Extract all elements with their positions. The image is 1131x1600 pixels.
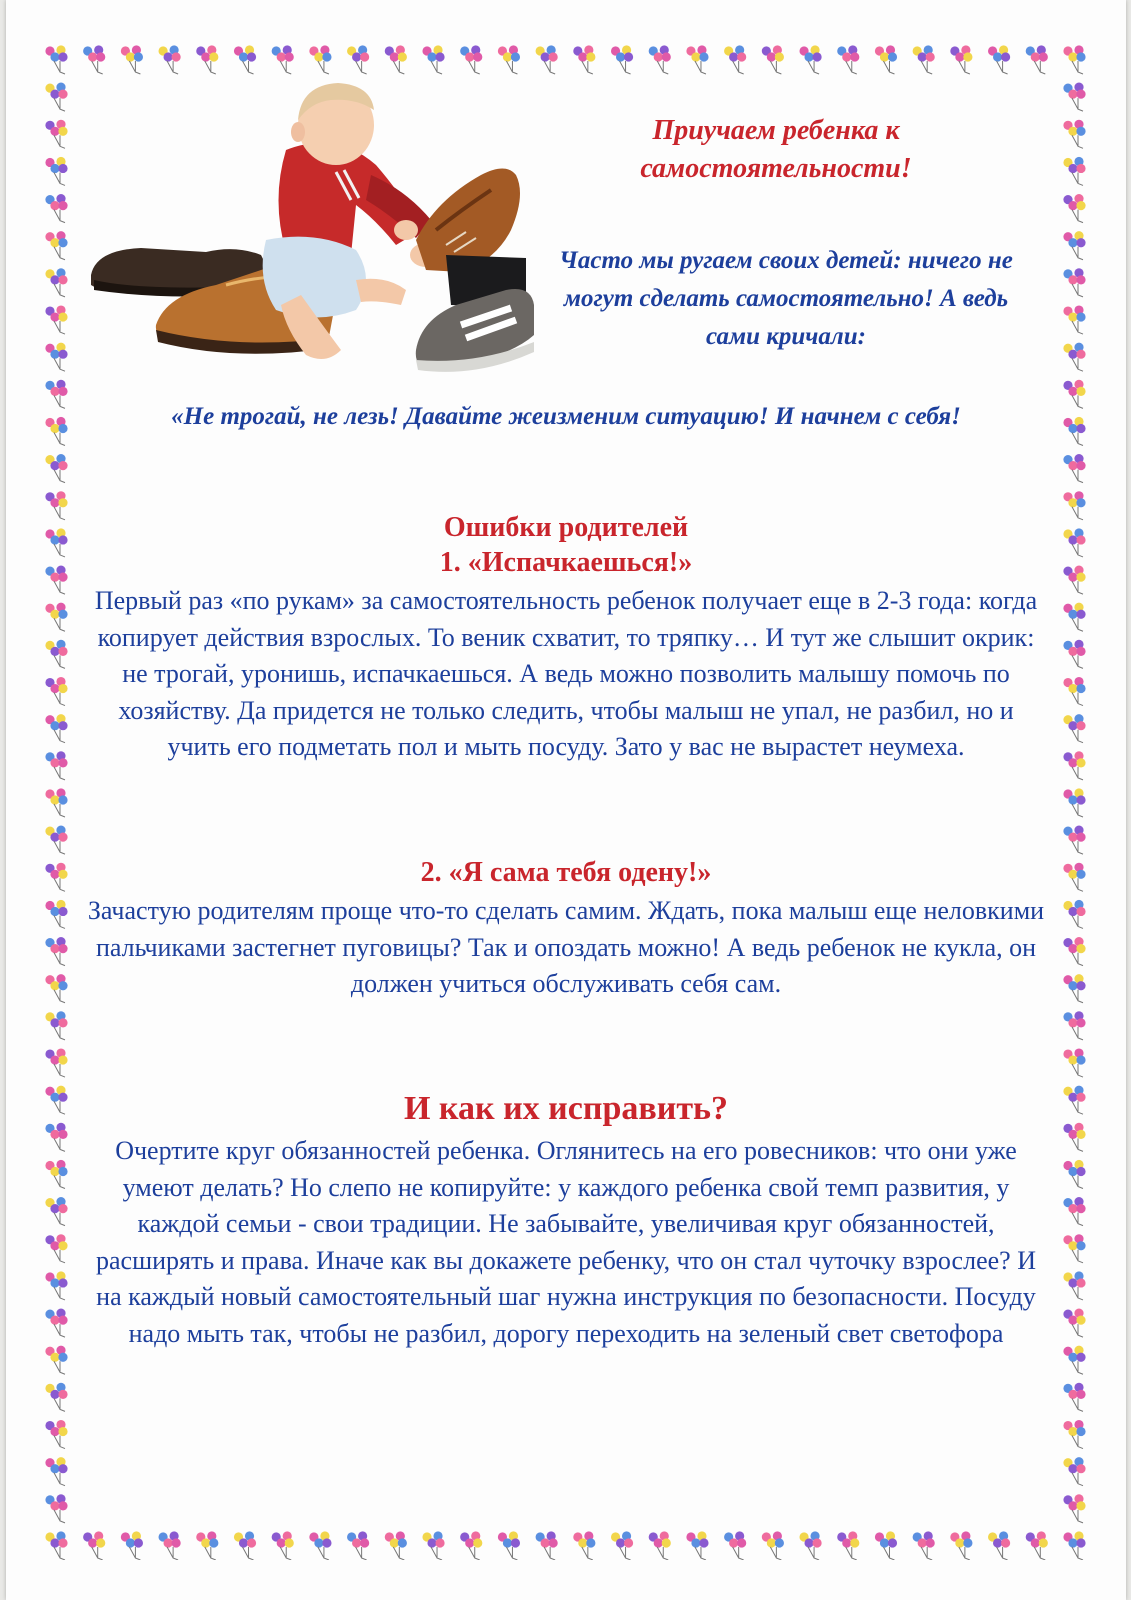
balloon-bunch-icon (159, 45, 181, 74)
balloon-bunch-icon (799, 1531, 821, 1560)
balloon-bunch-icon (1063, 45, 1085, 74)
balloon-bunch-icon (988, 45, 1010, 74)
balloon-bunch-icon (875, 1531, 897, 1560)
balloon-bunch-icon (1063, 677, 1085, 706)
balloon-bunch-icon (1063, 974, 1085, 1003)
balloon-bunch-icon (45, 1011, 67, 1040)
balloon-bunch-icon (1063, 1457, 1085, 1486)
intro-text: Часто мы ругаем своих детей: ничего не могут сделать самостоятельно! А ведь сами кричали: (559, 247, 1013, 350)
balloon-bunch-icon (45, 1086, 67, 1115)
balloon-bunch-icon (45, 343, 67, 372)
balloon-bunch-icon (45, 1271, 67, 1300)
balloon-bunch-icon (347, 45, 369, 74)
balloon-bunch-icon (45, 974, 67, 1003)
balloon-bunch-icon (762, 45, 784, 74)
balloon-bunch-icon (498, 45, 520, 74)
balloon-bunch-icon (498, 1531, 520, 1560)
balloon-bunch-icon (45, 788, 67, 817)
balloon-bunch-icon (1063, 603, 1085, 632)
balloon-bunch-icon (1063, 380, 1085, 409)
balloon-bunch-icon (1063, 528, 1085, 557)
balloon-bunch-icon (1063, 194, 1085, 223)
balloon-bunch-icon (45, 1383, 67, 1412)
balloon-bunch-icon (762, 1531, 784, 1560)
balloon-bunch-icon (536, 1531, 558, 1560)
balloon-bunch-icon (45, 603, 67, 632)
balloon-bunch-icon (573, 1531, 595, 1560)
balloon-bunch-icon (1063, 1011, 1085, 1040)
balloon-bunch-icon (385, 1531, 407, 1560)
balloon-bunch-icon (45, 566, 67, 595)
balloon-bunch-icon (45, 1494, 67, 1523)
balloon-bunch-icon (385, 45, 407, 74)
mistake-2-text: Зачастую родителям проще что-то сделать самим. Ждать, пока малыш еще неловкими пальчиками застегнет пуговицы? Так и опоздать можно! А ведь ребенок не кукла, он должен учиться обслуживать себя сам. (87, 896, 1045, 998)
balloon-bunch-icon (686, 45, 708, 74)
balloon-bunch-icon (45, 417, 67, 446)
balloon-bunch-icon (837, 45, 859, 74)
balloon-bunch-icon (45, 640, 67, 669)
balloon-bunch-icon (309, 45, 331, 74)
balloon-bunch-icon (1063, 1160, 1085, 1189)
balloon-bunch-icon (1063, 1048, 1085, 1077)
balloon-bunch-icon (45, 1531, 67, 1560)
balloon-bunch-icon (121, 1531, 143, 1560)
balloon-bunch-icon (1063, 937, 1085, 966)
balloon-bunch-icon (1026, 45, 1048, 74)
poster-page (6, 0, 1126, 1600)
balloon-bunch-icon (45, 1457, 67, 1486)
balloon-bunch-icon (649, 1531, 671, 1560)
balloon-bunch-icon (45, 231, 67, 260)
balloon-bunch-icon (45, 1123, 67, 1152)
balloon-bunch-icon (45, 751, 67, 780)
balloon-bunch-icon (1063, 1271, 1085, 1300)
balloon-bunch-icon (45, 1309, 67, 1338)
balloon-bunch-icon (347, 1531, 369, 1560)
mistake-1-text: Первый раз «по рукам» за самостоятельность ребенок получает еще в 2-3 года: когда копирует действия взрослых. То веник схватит, то тряпку… И тут же слышит окрик: не трогай, уронишь, испачкаешься. А ведь можно позволить малышу помочь по хозяйству. Да придется не только следить, чтобы малыш не упал, не разбил, но и учить его подметать пол и мыть посуду. Зато у вас не вырастет неумеха. (94, 586, 1038, 761)
balloon-bunch-icon (1063, 343, 1085, 372)
balloon-bunch-icon (1063, 1494, 1085, 1523)
balloon-bunch-icon (83, 1531, 105, 1560)
balloon-bunch-icon (1063, 566, 1085, 595)
balloon-bunch-icon (45, 1160, 67, 1189)
balloon-bunch-icon (45, 157, 67, 186)
balloon-bunch-icon (272, 1531, 294, 1560)
balloon-bunch-icon (45, 677, 67, 706)
balloon-bunch-icon (913, 45, 935, 74)
balloon-bunch-icon (45, 83, 67, 112)
balloon-bunch-icon (422, 45, 444, 74)
balloon-bunch-icon (611, 1531, 633, 1560)
balloon-bunch-icon (45, 900, 67, 929)
balloon-bunch-icon (950, 45, 972, 74)
balloon-bunch-icon (1063, 900, 1085, 929)
balloon-bunch-icon (1063, 231, 1085, 260)
balloon-bunch-icon (121, 45, 143, 74)
balloon-bunch-icon (1063, 714, 1085, 743)
balloon-bunch-icon (1063, 1309, 1085, 1338)
balloon-bunch-icon (536, 45, 558, 74)
balloon-bunch-icon (83, 45, 105, 74)
balloon-bunch-icon (45, 268, 67, 297)
balloon-bunch-icon (234, 1531, 256, 1560)
balloon-bunch-icon (649, 45, 671, 74)
balloon-bunch-icon (1063, 1420, 1085, 1449)
balloon-bunch-icon (837, 1531, 859, 1560)
balloon-bunch-icon (1063, 417, 1085, 446)
balloon-bunch-icon (460, 45, 482, 74)
balloon-bunch-icon (45, 194, 67, 223)
balloon-bunch-icon (45, 528, 67, 557)
balloon-bunch-icon (1063, 1123, 1085, 1152)
balloon-bunch-icon (611, 45, 633, 74)
balloon-bunch-icon (45, 45, 67, 74)
balloon-bunch-icon (1063, 1197, 1085, 1226)
balloon-bunch-icon (45, 120, 67, 149)
balloon-bunch-icon (45, 305, 67, 334)
balloon-bunch-icon (45, 1346, 67, 1375)
balloon-bunch-icon (1063, 1383, 1085, 1412)
balloon-bunch-icon (950, 1531, 972, 1560)
balloon-bunch-icon (1063, 1234, 1085, 1263)
balloon-bunch-icon (1063, 454, 1085, 483)
balloon-bunch-icon (799, 45, 821, 74)
balloon-bunch-icon (1063, 83, 1085, 112)
balloon-bunch-icon (1063, 1346, 1085, 1375)
balloon-bunch-icon (875, 45, 897, 74)
fix-heading: И как их исправить? (403, 1090, 728, 1127)
balloon-bunch-icon (1063, 1531, 1085, 1560)
balloon-bunch-icon (196, 1531, 218, 1560)
balloon-bunch-icon (45, 863, 67, 892)
balloon-bunch-icon (724, 45, 746, 74)
balloon-bunch-icon (1063, 491, 1085, 520)
fix-text: Очертите круг обязанностей ребенка. Оглянитесь на его ровесников: что они уже умеют делать? Но слепо не копируйте: у каждого ребенка свой темп развития, у каждой семьи - свои традиции. Не забывайте, увеличивая круг обязанностей, расширять и права. Иначе как вы докажете ребенку, что он стал чуточку взрослее? И на каждый новый самостоятельный шаг нужна инструкция по безопасности. Посуду надо мыть так, чтобы не разбил, дорогу переходить на зеленый свет светофора (96, 1136, 1036, 1348)
balloon-bunch-icon (196, 45, 218, 74)
balloon-bunch-icon (460, 1531, 482, 1560)
balloon-bunch-icon (422, 1531, 444, 1560)
balloon-bunch-icon (1063, 1086, 1085, 1115)
balloon-bunch-icon (1063, 788, 1085, 817)
child-with-shoes-photo (86, 80, 536, 380)
poster-title: Приучаем ребенка к самостоятельности! (640, 115, 912, 184)
balloon-bunch-icon (45, 826, 67, 855)
mistakes-heading: Ошибки родителей (443, 512, 689, 543)
mistake-1-title: 1. «Испачкаешься!» (439, 547, 693, 578)
balloon-bunch-icon (1063, 826, 1085, 855)
intro-text-continued: «Не трогай, не лезь! Давайте жеизменим ситуацию! И начнем с себя! (171, 403, 961, 430)
balloon-bunch-icon (45, 454, 67, 483)
balloon-bunch-icon (988, 1531, 1010, 1560)
balloon-bunch-icon (1063, 640, 1085, 669)
balloon-bunch-icon (1063, 120, 1085, 149)
balloon-bunch-icon (45, 380, 67, 409)
mistake-2-title: 2. «Я сама тебя одену!» (420, 857, 712, 888)
balloon-bunch-icon (45, 1197, 67, 1226)
balloon-bunch-icon (45, 1234, 67, 1263)
balloon-bunch-icon (573, 45, 595, 74)
balloon-bunch-icon (1063, 268, 1085, 297)
balloon-bunch-icon (1026, 1531, 1048, 1560)
balloon-bunch-icon (234, 45, 256, 74)
balloon-bunch-icon (1063, 157, 1085, 186)
balloon-bunch-icon (1063, 305, 1085, 334)
balloon-bunch-icon (45, 937, 67, 966)
balloon-bunch-icon (1063, 863, 1085, 892)
balloon-bunch-icon (45, 1048, 67, 1077)
balloon-bunch-icon (45, 714, 67, 743)
balloon-bunch-icon (724, 1531, 746, 1560)
balloon-bunch-icon (1063, 751, 1085, 780)
balloon-bunch-icon (686, 1531, 708, 1560)
balloon-bunch-icon (45, 491, 67, 520)
balloon-bunch-icon (913, 1531, 935, 1560)
balloon-bunch-icon (159, 1531, 181, 1560)
balloon-bunch-icon (309, 1531, 331, 1560)
balloon-bunch-icon (45, 1420, 67, 1449)
balloon-bunch-icon (272, 45, 294, 74)
